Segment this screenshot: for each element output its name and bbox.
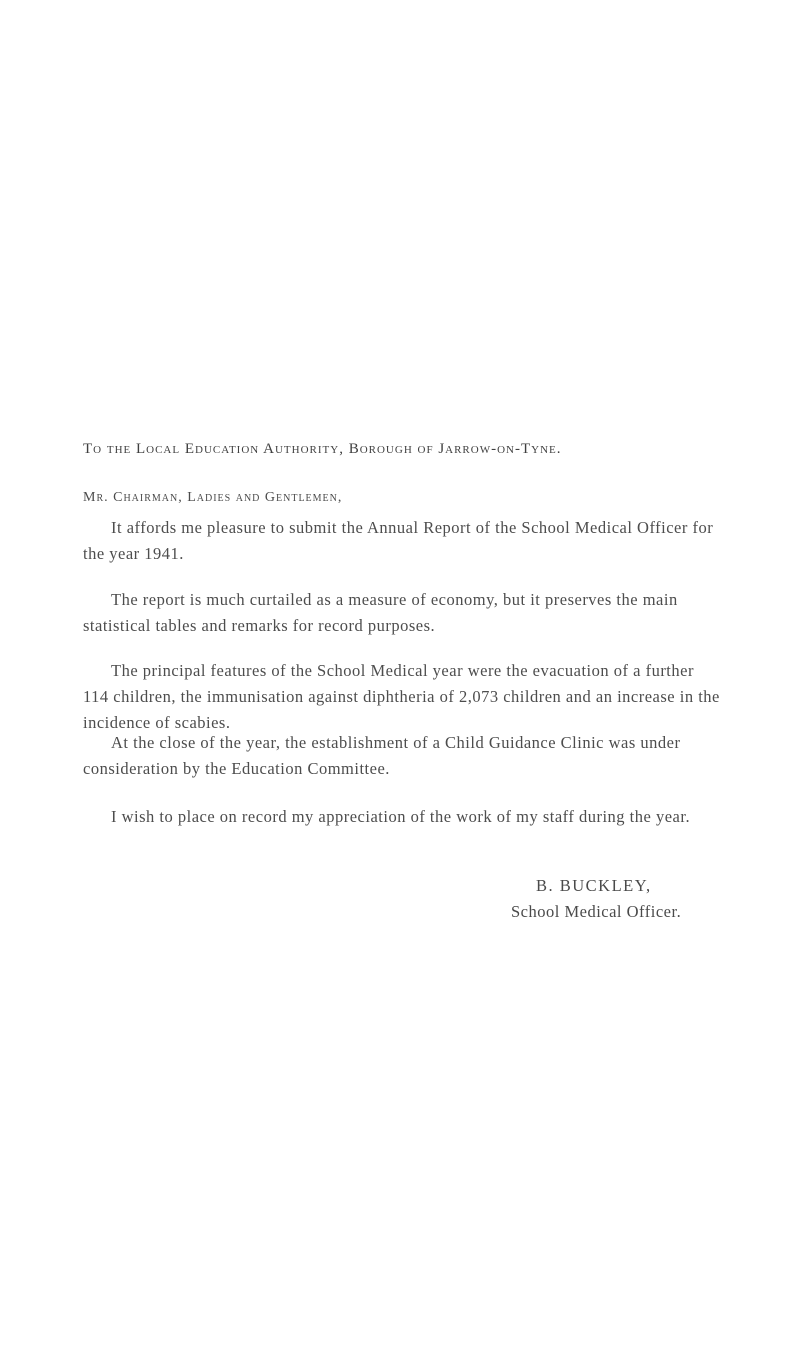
signature-title: School Medical Officer. (511, 902, 682, 921)
addressee-line: To the Local Education Authority, Borough of Jarrow-on-Tyne. (83, 441, 562, 457)
paragraph-5: I wish to place on record my appreciation of the work of my staff during the year. (111, 807, 691, 826)
paragraph-2: The report is much curtailed as a measure of economy, but it preserves the main statistical tables and remarks for record purposes. (83, 590, 678, 635)
paragraph-4: At the close of the year, the establishment of a Child Guidance Clinic was under consideration by the Education Committee. (83, 733, 681, 778)
signature-name: B. BUCKLEY, (536, 876, 652, 895)
salutation: Mr. Chairman, Ladies and Gentlemen, (83, 490, 343, 505)
paragraph-1: It affords me pleasure to submit the Annual Report of the School Medical Officer for the year 1941. (83, 518, 714, 563)
paragraph-3: The principal features of the School Medical year were the evacuation of a further 114 children, the immunisation against diphtheria of 2,073 children and an increase in the incidence of scabies. (83, 661, 720, 732)
